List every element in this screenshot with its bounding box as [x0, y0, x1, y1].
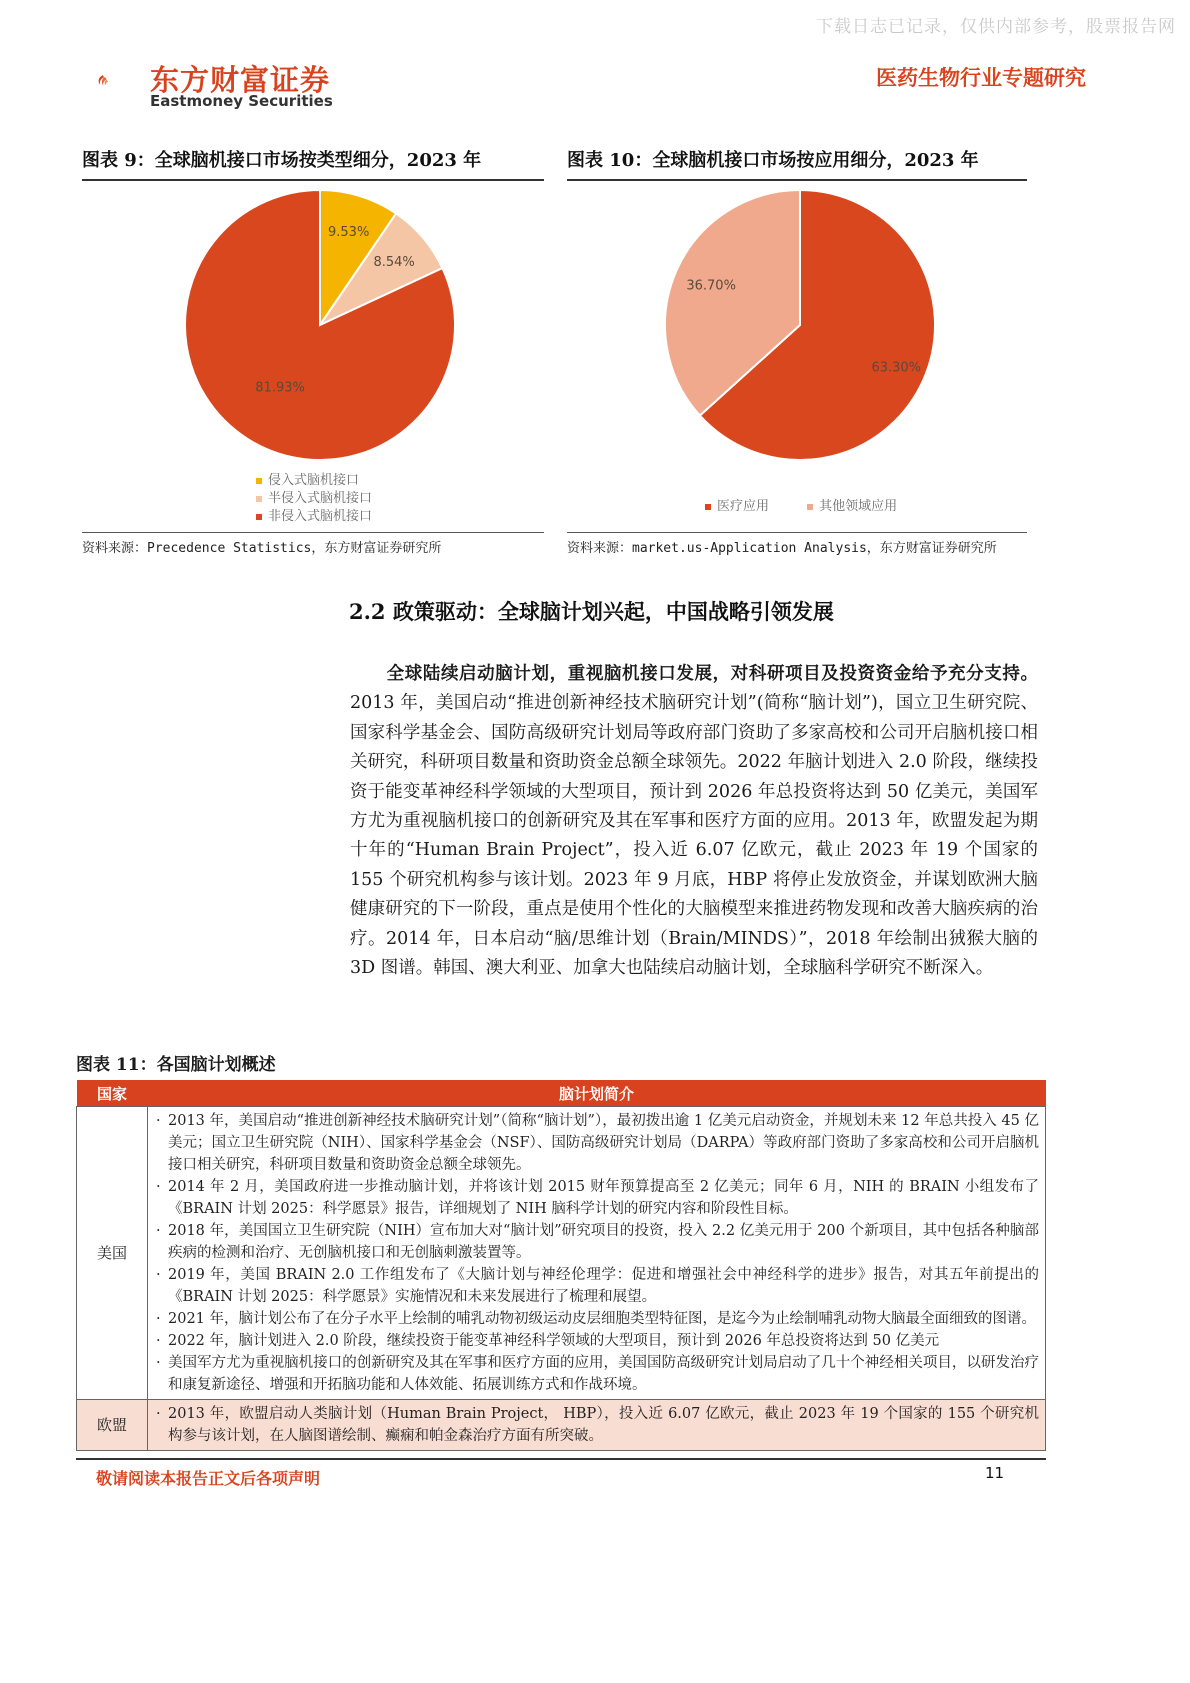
- legend-item: 其他领域应用: [807, 495, 897, 514]
- section-heading: 2.2 政策驱动：全球脑计划兴起，中国战略引领发展: [349, 599, 834, 624]
- fig10-source: 资料来源：market.us-Application Analysis，东方财富证券研究所: [567, 532, 1027, 556]
- logo-en-text: Eastmoney Securities: [150, 92, 333, 110]
- fig10-pie-chart: [650, 180, 950, 470]
- list-item: · 2022 年，脑计划进入 2.0 阶段，继续投资于能变革神经科学领域的大型项目，预计到 2026 年总投资将达到 50 亿美元: [154, 1330, 1039, 1352]
- fig9-source: 资料来源：Precedence Statistics，东方财富证券研究所: [82, 532, 544, 556]
- lead-sentence: 全球陆续启动脑计划，重视脑机接口发展，对科研项目及投资资金给予充分支持。: [386, 664, 1038, 684]
- list-item: · 2019 年，美国 BRAIN 2.0 工作组发布了《大脑计划与神经伦理学：促进和增强社会中神经科学的进步》报告，对其五年前提出的《BRAIN 计划 2025：科学愿景》实施情况和未来发展进行了梳理和展望。: [154, 1264, 1039, 1308]
- pie-data-label-2: 81.93%: [255, 380, 305, 396]
- list-item: · 美国军方尤为重视脑机接口的创新研究及其在军事和医疗方面的应用，美国国防高级研究计划局启动了几十个神经相关项目，以研发治疗和康复新途径、增强和开拓脑功能和人体效能、拓展训练方式和作战环境。: [154, 1352, 1039, 1396]
- watermark-text: 下载日志已记录，仅供内部参考，股票报告网: [816, 17, 1176, 37]
- page-number: 11: [985, 1464, 1005, 1482]
- list-item: · 2018 年，美国国立卫生研究院（NIH）宣布加大对“脑计划”研究项目的投资，投入 2.2 亿美元用于 200 个新项目，其中包括各种脑部疾病的检测和治疗、无创脑机接口和无创脑刺激装置等。: [154, 1220, 1039, 1264]
- fig9-legend: [256, 472, 372, 526]
- fig9-pie-chart: [170, 180, 470, 470]
- summary-cell: [148, 1400, 1046, 1451]
- legend-item: 非侵入式脑机接口: [256, 508, 372, 526]
- legend-item: 半侵入式脑机接口: [256, 490, 372, 508]
- table-header-row: [77, 1080, 1046, 1107]
- body-text: 2013 年，美国启动“推进创新神经技术脑研究计划”(简称“脑计划”)，国立卫生研究院、国家科学基金会、国防高级研究计划局等政府部门资助了多家高校和公司开启脑机接口相关研究，科研项目数量和资助资金总额全球领先。2022 年脑计划进入 2.0 阶段，继续投资于能变革神经科学领域的大型项目，预计到 2026 年总投资将达到 50 亿美元，美国军方尤为重视脑机接口的创新研究及其在军事和医疗方面的应用。2013 年，欧盟发起为期十年的“Human Brain Project”，投入近 6.07 亿欧元，截止 2023 年 19 个国家的 155 个研究机构参与该计划。2023 年 9 月底，HBP 将停止发放资金，并谋划欧洲大脑健康研究的下一阶段，重点是使用个性化的大脑模型来推进药物发现和改善大脑疾病的治疗。2014 年，日本启动“脑/思维计划（Brain/MINDS）”，2018 年绘制出狨猴大脑的 3D 图谱。韩国、澳大利亚、加拿大也陆续启动脑计划，全球脑科学研究不断深入。: [350, 693, 1038, 979]
- pie-data-label-1: 36.70%: [686, 278, 736, 294]
- header-summary: 脑计划简介: [148, 1080, 1046, 1107]
- brain-plan-table: [76, 1080, 1046, 1451]
- footer-divider: [76, 1458, 1046, 1460]
- logo-icon: [96, 52, 152, 108]
- fig10-legend: [705, 495, 931, 514]
- pie-data-label-0: 63.30%: [871, 360, 922, 376]
- fig10-title: 图表 10：全球脑机接口市场按应用细分，2023 年: [567, 146, 1027, 181]
- body-paragraph: [350, 660, 1038, 983]
- header-country: 国家: [77, 1080, 148, 1107]
- pie-data-label-1: 8.54%: [373, 255, 415, 271]
- fig9-title: 图表 9：全球脑机接口市场按类型细分，2023 年: [82, 146, 544, 181]
- country-cell: 美国: [77, 1107, 148, 1400]
- country-cell: 欧盟: [77, 1400, 148, 1451]
- list-item: · 2014 年 2 月，美国政府进一步推动脑计划，并将该计划 2015 财年预算提高至 2 亿美元；同年 6 月，NIH 的 BRAIN 小组发布了《BRAIN 计划 2025：科学愿景》报告，详细规划了 NIH 脑科学计划的研究内容和阶段性目标。: [154, 1176, 1039, 1220]
- report-type: 医药生物行业专题研究: [876, 66, 1086, 90]
- table-row: [77, 1400, 1046, 1451]
- list-item: · 2021 年，脑计划公布了在分子水平上绘制的哺乳动物初级运动皮层细胞类型特征图，是迄今为止绘制哺乳动物大脑最全面细致的图谱。: [154, 1308, 1039, 1330]
- legend-item: 医疗应用: [705, 495, 769, 514]
- legend-item: 侵入式脑机接口: [256, 472, 372, 490]
- summary-cell: [148, 1107, 1046, 1400]
- list-item: · 2013 年，美国启动“推进创新神经技术脑研究计划”（简称“脑计划”），最初拨出逾 1 亿美元启动资金，并规划未来 12 年总共投入 45 亿美元；国立卫生研究院（NIH）、国家科学基金会（NSF）、国防高级研究计划局（DARPA）等政府部门资助了多家高校和公司开启脑机接口相关研究，科研项目数量和资助资金总额全球领先。: [154, 1110, 1039, 1176]
- footer-disclaimer: 敬请阅读本报告正文后各项声明: [96, 1469, 321, 1488]
- pie-data-label-0: 9.53%: [328, 225, 370, 241]
- list-item: · 2013 年，欧盟启动人类脑计划（Human Brain Project， HBP），投入近 6.07 亿欧元，截止 2023 年 19 个国家的 155 个研究机构参与该计划，在人脑图谱绘制、癫痫和帕金森治疗方面有所突破。: [154, 1403, 1039, 1447]
- table-title: 图表 11：各国脑计划概述: [76, 1055, 276, 1075]
- table-row: [77, 1107, 1046, 1400]
- logo-cn-text: 东方财富证券: [150, 63, 331, 97]
